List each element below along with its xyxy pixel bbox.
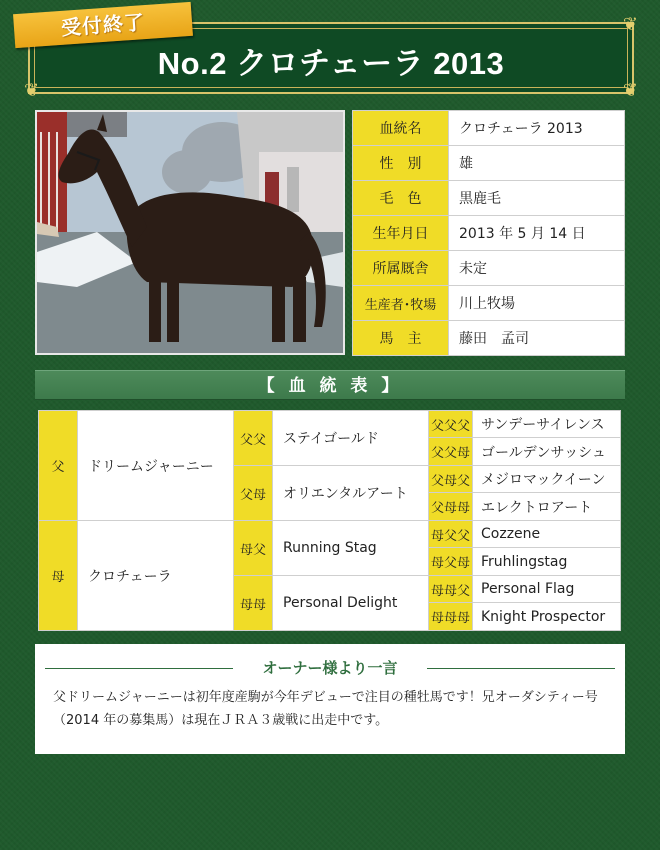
info-label: 生産者･牧場 [353,286,449,321]
pedigree-label: 母父父 [429,521,473,548]
info-value: 未定 [449,251,625,286]
pedigree-label: 父父父 [429,411,473,438]
info-row [353,111,625,146]
horse-photo [35,110,345,355]
pedigree-label: 母 [39,521,78,631]
dam-name: クロチェーラ [78,521,234,631]
status-badge: 受付終了 [13,2,193,48]
ancestor-name: ステイゴールド [273,411,429,466]
ancestor-name: Running Stag [273,521,429,576]
info-value: 黒鹿毛 [449,181,625,216]
ancestor-name: メジロマックイーン [473,466,621,493]
pedigree-table [38,410,621,631]
info-value: クロチェーラ 2013 [449,111,625,146]
owner-title: オーナー様より一言 [262,659,398,677]
pedigree-label: 母母父 [429,576,473,603]
info-value: 藤田 孟司 [449,321,625,356]
pedigree-label: 父母 [234,466,273,521]
sire-name: ドリームジャーニー [78,411,234,521]
pedigree-label: 父父 [234,411,273,466]
pedigree-label: 父母父 [429,466,473,493]
pedigree-label: 母父母 [429,548,473,576]
owner-message-box [35,644,625,754]
owner-heading [45,658,615,678]
pedigree-label: 父母母 [429,493,473,521]
pedigree-label: 父 [39,411,78,521]
ancestor-name: Knight Prospector [473,603,621,631]
info-value: 川上牧場 [449,286,625,321]
ancestor-name: Cozzene [473,521,621,548]
ancestor-name: オリエンタルアート [273,466,429,521]
info-value: 雄 [449,146,625,181]
ancestor-name: Personal Flag [473,576,621,603]
pedigree-heading: 【 血 統 表 】 [35,370,625,400]
horse-info-table [352,110,625,356]
pedigree-label: 父父母 [429,438,473,466]
owner-message: 父ドリームジャーニーは初年度産駒が今年デビューで注目の種牡馬です！兄オーダシティー号（2014 年の募集馬）は現在ＪＲＡ３歳戦に出走中です。 [53,690,598,728]
info-label: 生年月日 [353,216,449,251]
info-label: 所属厩舎 [353,251,449,286]
info-row [353,181,625,216]
info-label: 性 別 [353,146,449,181]
info-row [353,286,625,321]
divider [45,668,233,669]
info-label: 馬 主 [353,321,449,356]
horse-image [37,112,343,353]
ancestor-name: サンデーサイレンス [473,411,621,438]
pedigree-label: 母母 [234,576,273,631]
info-row [353,251,625,286]
pedigree-label: 母父 [234,521,273,576]
ornament-icon: ❦ [622,14,638,35]
ornament-icon: ❦ [622,80,638,101]
ancestor-name: Personal Delight [273,576,429,631]
divider [427,668,615,669]
info-label: 血統名 [353,111,449,146]
info-value: 2013 年 5 月 14 日 [449,216,625,251]
info-row [353,146,625,181]
info-row [353,216,625,251]
ancestor-name: エレクトロアート [473,493,621,521]
info-label: 毛 色 [353,181,449,216]
ancestor-name: Fruhlingstag [473,548,621,576]
ancestor-name: ゴールデンサッシュ [473,438,621,466]
page-title: No.2 クロチェーラ 2013 [157,46,505,81]
pedigree-label: 母母母 [429,603,473,631]
info-row [353,321,625,356]
ornament-icon: ❦ [24,80,40,101]
